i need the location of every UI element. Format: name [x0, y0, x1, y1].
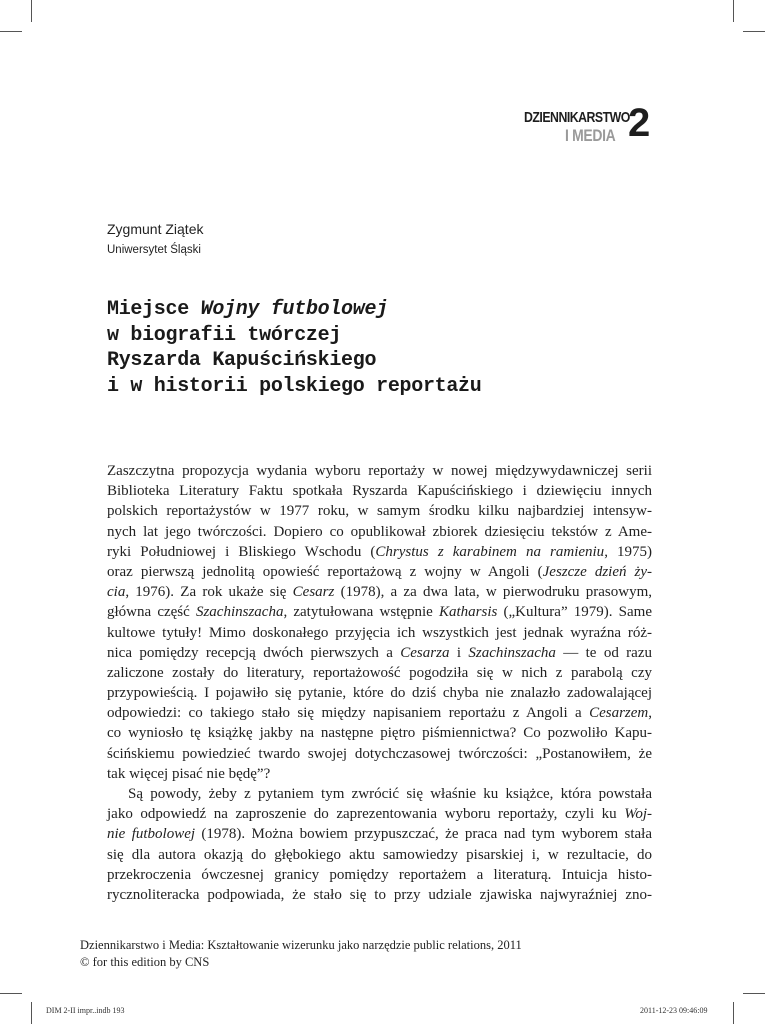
body-line: przypowieścią. I pojawiło się pytanie, które do dziś chyba nie znalazło zadowalającej — [107, 685, 652, 702]
body-line: ryki Południowej i Bliskiego Wschodu (Chrystus z karabinem na ramieniu, 1975) — [107, 543, 653, 560]
body-line: jako odpowiedź na zaproszenie do zaprezentowania wyboru reportaży, czyli ku Woj- — [107, 806, 652, 823]
title-italic-text: Wojny futbolowej — [200, 298, 388, 321]
author-name: Zygmunt Ziątek — [107, 221, 204, 237]
body-line: odpowiedzi: co takiego stało się między napisaniem reportażu z Angoli a Cesarzem, — [107, 705, 652, 722]
crop-mark — [31, 0, 32, 22]
title-line: i w historii polskiego reportażu — [107, 374, 482, 398]
body-line: główna część Szachinszacha, zatytułowana wstępnie Katharsis („Kultura” 1979). Same — [107, 604, 652, 621]
crop-mark — [743, 31, 765, 32]
body-line: rycznoliteracka podpowiada, że stało się to przy udziale zjawiska najwyraźniej zno- — [107, 886, 652, 903]
body-line: kultowe tytuły! Mimo doskonałego przyjęcia ich wszystkich jest jednak wyraźna róż- — [107, 624, 652, 641]
logo-line-1: DZIENNIKARSTWO — [524, 109, 630, 126]
title-text: Miejsce — [107, 298, 201, 321]
crop-mark — [743, 993, 765, 994]
footer-citation: Dziennikarstwo i Media: Kształtowanie wizerunku jako narzędzie public relations, 2011 — [80, 938, 522, 952]
body-line: Biblioteka Literatury Faktu spotkała Ryszarda Kapuścińskiego i dziewięciu innych — [107, 483, 652, 500]
author-affiliation: Uniwersytet Śląski — [107, 244, 201, 256]
body-line: polskich reportażystów w 1977 roku, w samym środku kilku najbardziej intensyw- — [107, 503, 652, 520]
body-line: tak więcej pisać nie będę”? — [107, 765, 271, 782]
crop-mark — [31, 1002, 32, 1024]
article-body — [107, 461, 652, 905]
journal-logo — [524, 101, 656, 149]
print-slug-right: 2011-12-23 09:46:09 — [640, 1006, 708, 1015]
article-title — [107, 297, 667, 399]
logo-line-2: I MEDIA — [565, 126, 616, 145]
title-line: w biografii twórczej — [107, 323, 342, 347]
crop-mark — [733, 1002, 734, 1024]
body-line: oraz pierwszą jednolitą opowieść reportażową z wojny w Angoli (Jeszcze dzień ży- — [107, 563, 653, 580]
body-line: cia, 1976). Za rok ukaże się Cesarz (1978), a za dwa lata, w pierwodruku prasowym, — [107, 584, 652, 601]
body-line: się dla autora okazją do głębokiego aktu samowiedzy pisarskiej i, w rezultacie, do — [107, 846, 652, 863]
footer-copyright: © for this edition by CNS — [80, 955, 210, 969]
page-footer — [80, 937, 522, 971]
logo-issue-number: 2 — [628, 101, 651, 145]
crop-mark — [0, 31, 22, 32]
body-line: nych lat jego twórczości. Dopiero co opublikował zbiorek dziesięciu tekstów z Ame- — [107, 523, 652, 540]
body-line: ścińskiemu powiedzieć twardo swojej dotychczasowej twórczości: „Postanowiłem, że — [107, 745, 652, 762]
title-line — [107, 297, 667, 323]
body-line: nica pomiędzy recepcją dwóch pierwszych a Cesarza i Szachinszacha — te od razu — [107, 644, 652, 661]
body-line: Są powody, żeby z pytaniem tym zwrócić się właśnie ku książce, która powstała — [128, 786, 652, 802]
print-slug-left: DIM 2-II impr..indb 193 — [46, 1006, 125, 1015]
body-line: nie futbolowej (1978). Można bowiem przypuszczać, że praca nad tym wyborem stała — [107, 826, 652, 843]
title-line: Ryszarda Kapuścińskiego — [107, 349, 377, 372]
body-line: co wyniosło tę książkę jakby na następne piętro piśmiennictwa? Co pozwoliło Kapu- — [107, 725, 652, 742]
body-line: zaliczone zostały do literatury, reportażowość pogodziła się w nich z parabolą czy — [107, 664, 652, 681]
crop-mark — [733, 0, 734, 22]
crop-mark — [0, 993, 22, 994]
body-line: Zaszczytna propozycja wydania wyboru reportaży w nowej międzywydawniczej serii — [107, 463, 652, 479]
body-line: przekroczenia ówczesnej granicy pomiędzy reportażem a literaturą. Intuicja histo- — [107, 866, 652, 883]
